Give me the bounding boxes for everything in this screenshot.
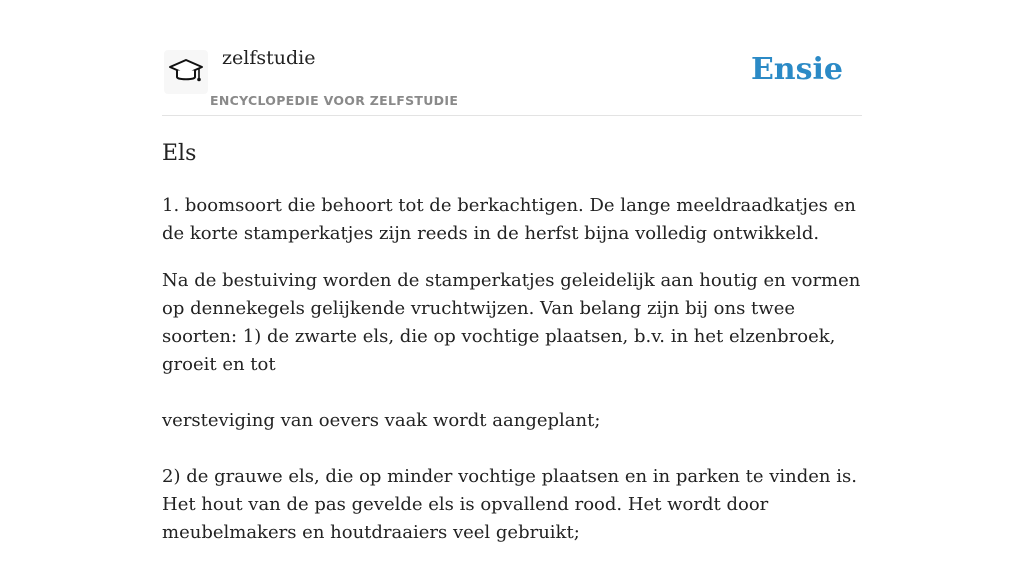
article-body xyxy=(162,192,862,566)
graduation-cap-icon xyxy=(168,56,204,88)
site-logo[interactable] xyxy=(164,50,208,94)
article-paragraph-1: 1. boomsoort die behoort tot de berkachtigen. De lange meeldraadkatjes en de korte stamperkatjes zijn reeds in de herfst bijna volledig ontwikkeld. xyxy=(162,195,856,244)
main-container xyxy=(162,0,862,543)
article-title: Els xyxy=(162,141,197,166)
article-paragraph-3: versteviging van oevers vaak wordt aangeplant; xyxy=(162,410,601,431)
site-name[interactable]: zelfstudie xyxy=(222,47,316,69)
brand-logo[interactable]: Ensie xyxy=(750,52,843,87)
site-header xyxy=(162,0,862,116)
article-paragraph-4: 2) de grauwe els, die op minder vochtige plaatsen en in parken te vinden is. Het hout van de pas gevelde els is opvallend rood. Het wordt door meubelmakers en houtdraaiers veel gebruikt; xyxy=(162,466,857,543)
site-tagline: ENCYCLOPEDIE VOOR ZELFSTUDIE xyxy=(210,93,459,108)
article-paragraph-2: Na de bestuiving worden de stamperkatjes geleidelijk aan houtig en vormen op dennekegels gelijkende vruchtwijzen. Van belang zijn bij ons twee soorten: 1) de zwarte els, die op vochtige plaatsen, b.v. in het elzenbroek, groeit en tot xyxy=(162,270,861,375)
